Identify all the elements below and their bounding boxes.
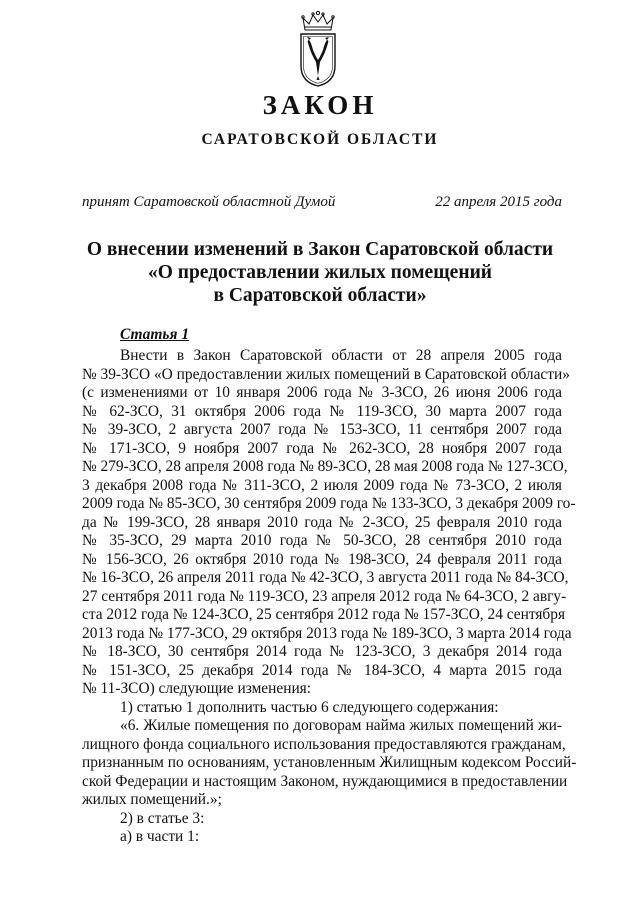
article-text-line: лищного фонда социального использования предоставляются гражданам,	[82, 735, 566, 753]
adopted-by: принят Саратовской областной Думой	[82, 194, 336, 210]
article-text-line: да № 199-ЗСО, 28 января 2010 года № 2-ЗСО, 25 февраля 2010 года	[82, 513, 562, 531]
article-text-line: «6. Жилые помещения по договорам найма жилых помещений жи-	[120, 717, 562, 734]
article-text-line: Внести в Закон Саратовской области от 28 апреля 2005 года	[120, 347, 562, 364]
article-text-line: 27 сентября 2011 года № 119-ЗСО, 23 апреля 2012 года № 64-ЗСО, 2 авгу-	[82, 587, 567, 605]
article-text-line: ской Федерации и настоящим Законом, нуждающимися в предоставлении	[82, 772, 568, 790]
adopted-date: 22 апреля 2015 года	[435, 194, 562, 210]
document-title-line: «О предоставлении жилых помещений	[147, 262, 493, 283]
article-text-line: 2009 года № 85-ЗСО, 30 сентября 2009 года № 133-ЗСО, 3 декабря 2009 го-	[82, 495, 576, 512]
document-title-line: О внесении изменений в Закон Саратовской области	[86, 239, 554, 260]
article-text-line: № 171-ЗСО, 9 ноября 2007 года № 262-ЗСО, 28 ноября 2007 года	[82, 439, 562, 457]
article-heading: Статья 1	[120, 326, 190, 343]
document-title-line: в Саратовской области»	[213, 285, 427, 306]
law-region: САРАТОВСКОЙ ОБЛАСТИ	[201, 131, 439, 148]
article-text-line: № 11-ЗСО) следующие изменения:	[82, 680, 312, 697]
article-text-line: (с изменениями от 10 января 2006 года № 3-ЗСО, 26 июня 2006 года	[82, 384, 562, 401]
article-text-line: 2) в статье 3:	[120, 809, 205, 827]
article-text-line: 2013 года № 177-ЗСО, 29 октября 2013 года № 189-ЗСО, 3 марта 2014 года	[82, 624, 572, 642]
article-text-line: 1) статью 1 дополнить частью 6 следующего содержания:	[120, 698, 499, 716]
article-text-line: № 39-ЗСО, 2 августа 2007 года № 153-ЗСО, 11 сентября 2007 года	[82, 421, 562, 438]
law-title: ЗАКОН	[262, 90, 378, 120]
article-text-line: 3 декабря 2008 года № 311-ЗСО, 2 июля 2009 года № 73-ЗСО, 2 июля	[82, 476, 562, 494]
article-text-line: № 18-ЗСО, 30 сентября 2014 года № 123-ЗСО, 3 декабря 2014 года	[82, 643, 562, 660]
article-text-line: № 35-ЗСО, 29 марта 2010 года № 50-ЗСО, 28 сентября 2010 года	[82, 532, 562, 549]
article-text-line: № 151-ЗСО, 25 декабря 2014 года № 184-ЗСО, 4 марта 2015 года	[82, 661, 562, 679]
article-text-line: № 62-ЗСО, 31 октября 2006 года № 119-ЗСО, 30 марта 2007 года	[82, 402, 562, 420]
article-text-line: жилых помещений.»;	[82, 791, 222, 808]
article-body	[82, 347, 577, 847]
article-text-line: ста 2012 года № 124-ЗСО, 25 сентября 2012 года № 157-ЗСО, 24 сентября	[82, 606, 566, 623]
article-text-line: № 16-ЗСО, 26 апреля 2011 года № 42-ЗСО, 3 августа 2011 года № 84-ЗСО,	[82, 569, 569, 586]
article-text-line: а) в части 1:	[120, 828, 200, 845]
article-text-line: № 156-ЗСО, 26 октября 2010 года № 198-ЗСО, 24 февраля 2011 года	[82, 550, 562, 568]
article-text-line: признанным по основаниям, установленным Жилищным кодексом Россий-	[82, 754, 577, 771]
document-title	[60, 238, 580, 307]
article-text-line: № 39-ЗСО «О предоставлении жилых помещений в Саратовской области»	[82, 365, 570, 383]
coat-of-arms-icon	[296, 10, 340, 88]
article-text-line: № 279-ЗСО, 28 апреля 2008 года № 89-ЗСО, 28 мая 2008 года № 127-ЗСО,	[82, 458, 568, 475]
